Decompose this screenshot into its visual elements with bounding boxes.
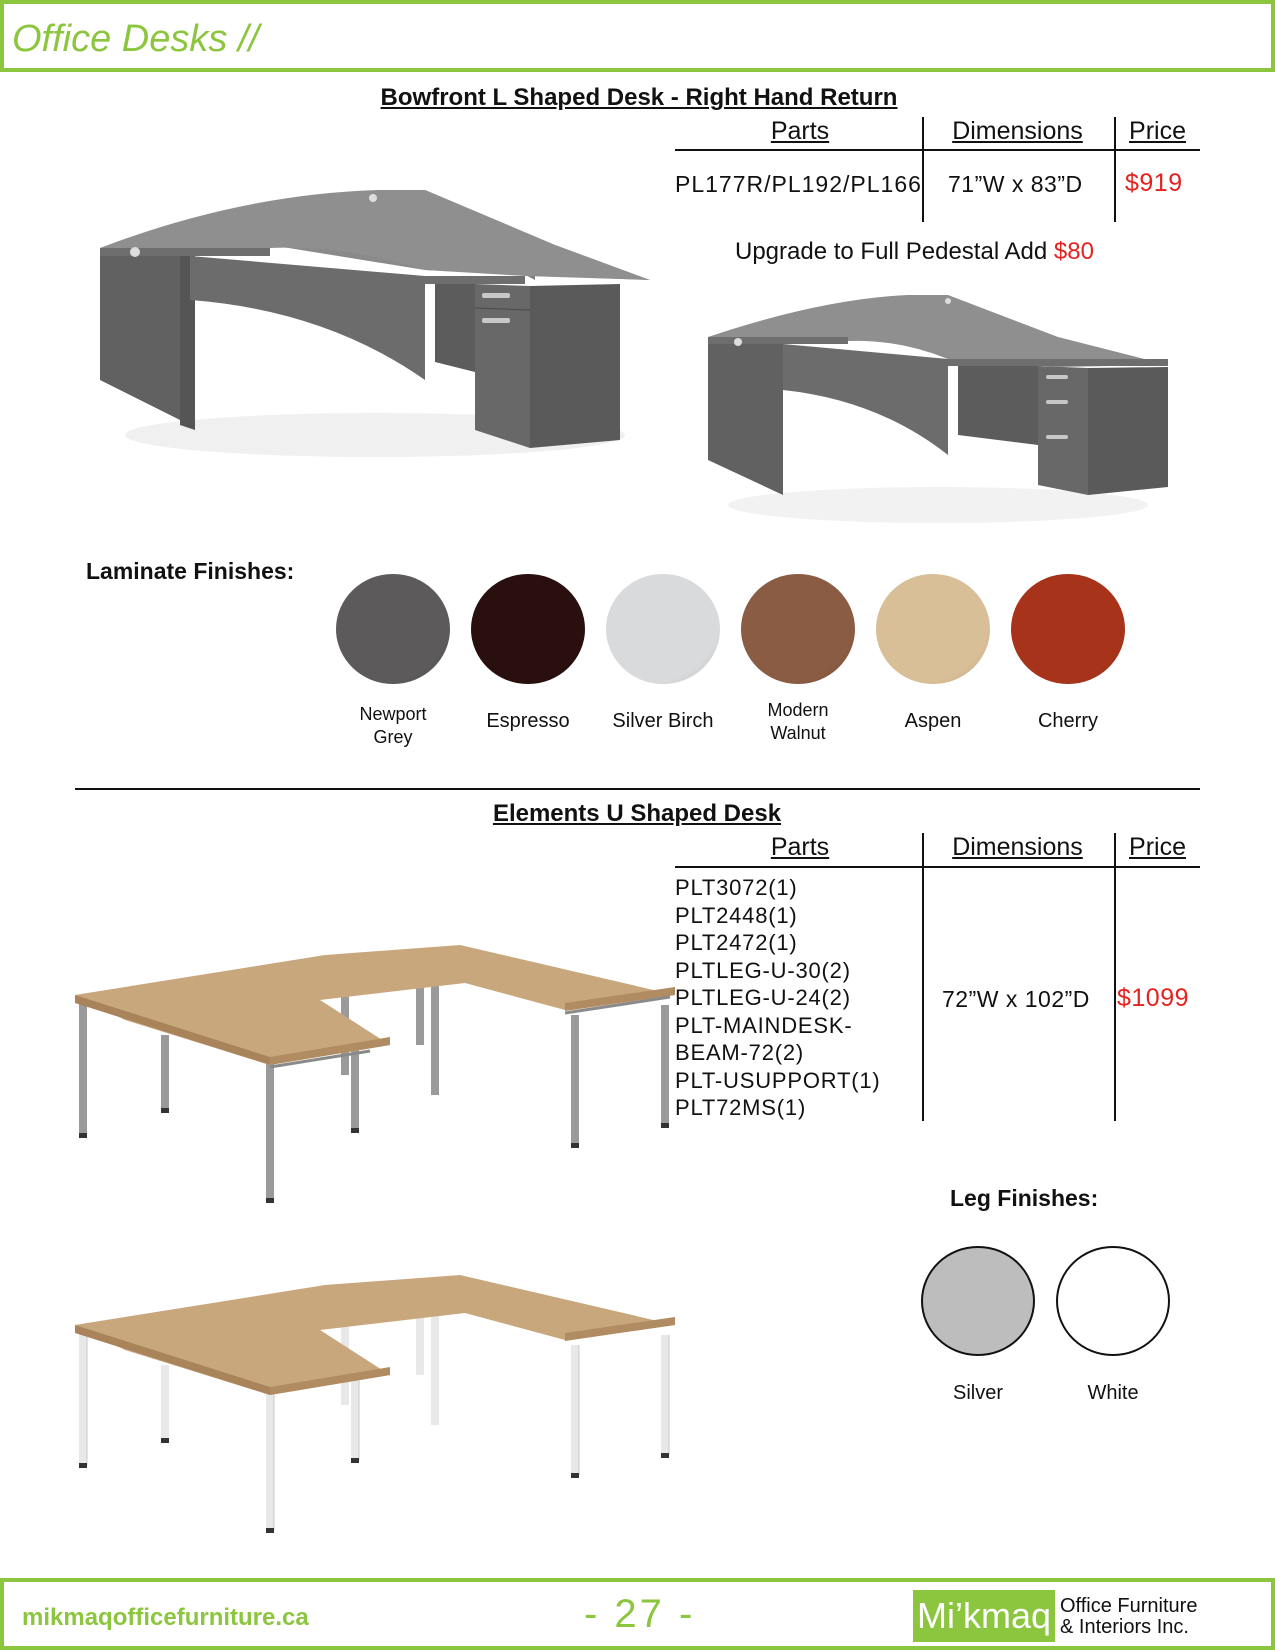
leg-swatch-silver xyxy=(921,1246,1035,1356)
elements-part: PLT2448(1) xyxy=(675,902,798,928)
elements-part: PLT2472(1) xyxy=(675,930,798,955)
laminate-label-aspen: Aspen xyxy=(904,710,962,732)
u-desk-silver-image xyxy=(75,945,675,1230)
bowfront-parts-value: PL177R/PL192/PL166 xyxy=(675,171,922,197)
bowfront-dimensions-value: 71”W x 83”D xyxy=(948,171,1083,197)
elements-part: PLTLEG-U-24(2) xyxy=(675,985,851,1010)
upgrade-text: Upgrade to Full Pedestal Add xyxy=(735,238,1048,265)
bowfront-col-divider-1 xyxy=(922,117,924,222)
elements-header-rule xyxy=(675,866,1200,868)
elements-price-value: $1099 xyxy=(1117,984,1190,1012)
bowfront-desk-image-2 xyxy=(708,295,1168,530)
company-logo: Mi’kmaq xyxy=(913,1590,1055,1642)
elements-part: PLT3072(1) xyxy=(675,875,798,900)
elements-part: PLT-USUPPORT(1) xyxy=(675,1067,881,1093)
leg-label-silver: Silver xyxy=(952,1382,1003,1404)
bowfront-col-dimensions: Dimensions xyxy=(952,117,1083,145)
upgrade-note xyxy=(735,238,1094,266)
bowfront-desk-image-1 xyxy=(95,190,655,470)
laminate-swatch-aspen xyxy=(876,574,990,684)
elements-col-parts: Parts xyxy=(770,833,830,861)
laminate-label-espresso: Espresso xyxy=(486,710,570,732)
bowfront-header-rule xyxy=(675,149,1200,151)
page-number: - 27 - xyxy=(584,1592,696,1636)
elements-title: Elements U Shaped Desk xyxy=(492,800,782,827)
laminate-swatch-modern-walnut xyxy=(741,574,855,684)
leg-label-white: White xyxy=(1087,1382,1139,1404)
elements-dimensions-value: 72”W x 102”D xyxy=(942,986,1090,1012)
u-desk-white-image xyxy=(75,1275,675,1560)
company-name: Office Furniture & Interiors Inc. xyxy=(1060,1595,1198,1638)
elements-part: PLT-MAINDESK- xyxy=(675,1012,853,1038)
bowfront-col-price: Price xyxy=(1129,117,1186,145)
elements-col-dimensions: Dimensions xyxy=(952,833,1083,861)
laminate-swatch-newport-grey xyxy=(336,574,450,684)
page-footer xyxy=(0,1578,1275,1650)
elements-col-divider-1 xyxy=(922,833,924,1121)
page-title: Office Desks // xyxy=(12,18,260,60)
laminate-heading: Laminate Finishes: xyxy=(86,558,295,584)
footer-website-link[interactable]: mikmaqofficefurniture.ca xyxy=(22,1604,309,1631)
elements-part: BEAM-72(2) xyxy=(675,1040,805,1065)
laminate-swatch-espresso xyxy=(471,574,585,684)
bowfront-price-value: $919 xyxy=(1125,169,1183,197)
bowfront-col-divider-2 xyxy=(1114,117,1116,222)
leg-heading: Leg Finishes: xyxy=(950,1185,1099,1211)
elements-parts-list xyxy=(675,874,881,1122)
laminate-label-silver-birch: Silver Birch xyxy=(612,710,714,732)
laminate-label-cherry: Cherry xyxy=(1037,710,1098,732)
page-header xyxy=(0,0,1275,72)
laminate-label-newport-grey: Newport Grey xyxy=(359,704,427,747)
upgrade-price: $80 xyxy=(1053,238,1094,265)
elements-part: PLT72MS(1) xyxy=(675,1095,807,1120)
bowfront-title: Bowfront L Shaped Desk - Right Hand Return xyxy=(380,84,898,111)
laminate-swatch-cherry xyxy=(1011,574,1125,684)
laminate-label-modern-walnut: Modern Walnut xyxy=(767,700,829,743)
elements-col-divider-2 xyxy=(1114,833,1116,1121)
bowfront-col-parts: Parts xyxy=(770,117,830,145)
laminate-swatch-silver-birch xyxy=(606,574,720,684)
elements-col-price: Price xyxy=(1129,833,1186,861)
leg-swatch-white xyxy=(1056,1246,1170,1356)
section-divider xyxy=(75,788,1200,790)
elements-part: PLTLEG-U-30(2) xyxy=(675,957,851,983)
